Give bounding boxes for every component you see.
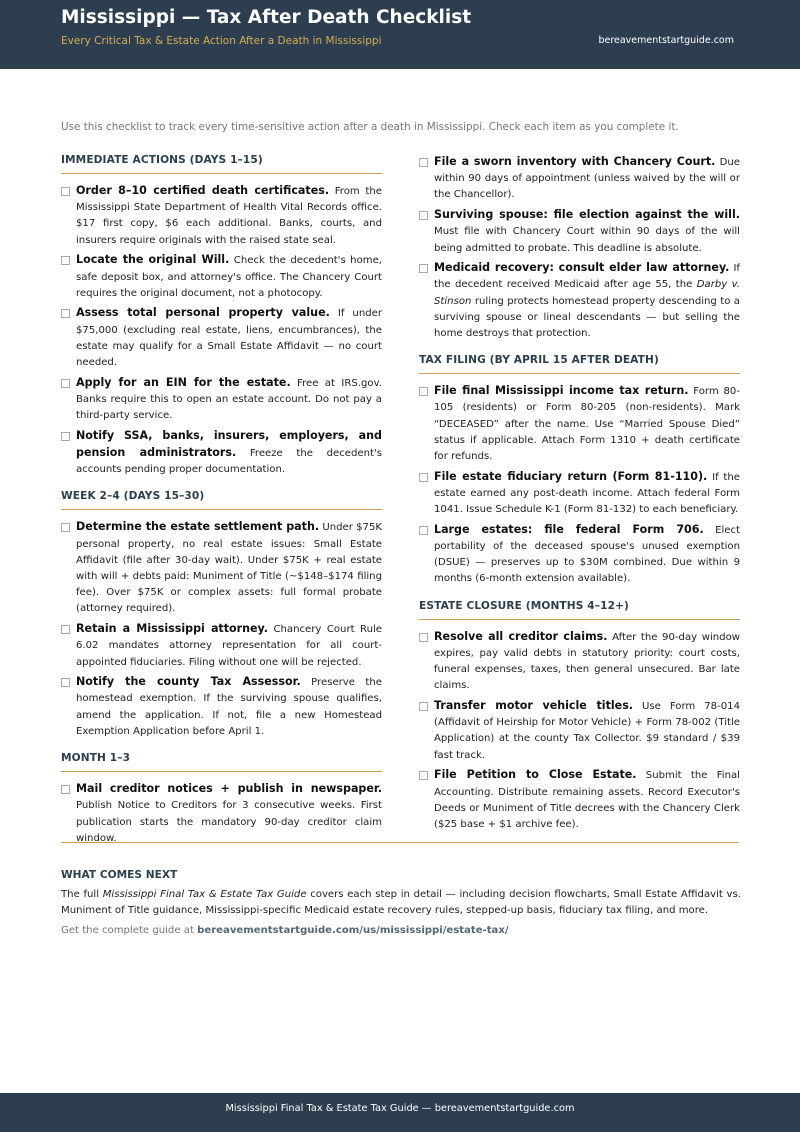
item-lead: File estate fiduciary return (Form 81-110). [434,469,708,483]
checkbox[interactable] [419,633,428,642]
item-lead: Notify the county Tax Assessor. [76,675,301,689]
item-text: After the 90-day window expires, pay valid debts in statutory priority: court costs, funeral expenses, taxes, then general unsecured. Bar late claims. [434,631,740,692]
section-heading: ESTATE CLOSURE (MONTHS 4–12+) [419,600,740,620]
item-lead: Assess total personal property value. [76,306,330,320]
page-title: Mississippi — Tax After Death Checklist [61,7,472,28]
checkbox[interactable] [61,678,70,687]
item-text: Free at IRS.gov. Banks require this to open an estate account. Do not pay a third-party service. [76,377,382,422]
checklist-item [61,305,382,371]
checkbox[interactable] [61,187,70,196]
item-text: Due within 90 days of appointment (unless waived by the will or the Chancellor). [434,157,740,201]
right-column [419,154,740,845]
item-lead: Determine the estate settlement path. [76,520,320,534]
section-heading: WEEK 2–4 (DAYS 15–30) [61,490,382,510]
guide-link[interactable]: bereavementstartguide.com/us/mississippi/estate-tax/ [197,925,509,936]
checklist-item [61,183,382,249]
checklist-item [419,207,740,257]
guide-title: Mississippi Final Tax & Estate Tax Guide [102,889,307,900]
checkbox[interactable] [419,264,428,273]
next-body-text-continued: covers each step in detail — including decision flowcharts, Small Estate Affidavit vs. Muniment of Title guidance, Mississippi-specific Medicaid estate recovery rules, stepped-up basis, fiduciary tax filing, and more. [61,889,741,917]
checkbox[interactable] [61,379,70,388]
item-text: From the Mississippi State Department of Health Vital Records office. $17 first copy, $6 each additional. Banks, courts, and insurers require originals with the raised state seal. [76,186,382,246]
checklist-item [419,522,740,588]
item-text: Submit the Final Accounting. Distribute remaining assets. Record Executor's Deeds or Muniment of Title decrees with the Chancery Clerk ($25 base + $1 archive fee). [434,770,740,830]
section-week-2-4 [61,490,382,740]
item-lead: Surviving spouse: file election against the will. [434,208,740,222]
checkbox[interactable] [61,625,70,634]
checkbox[interactable] [61,309,70,318]
item-text: Must file with Chancery Court within 90 days of the will being admitted to probate. This deadline is absolute. [434,226,740,254]
item-text: Preserve the homestead exemption. If the surviving spouse qualifies, amend the application. If not, file a new Homestead Exemption Application before April 1. [76,677,382,737]
item-text: If the decedent received Medicaid after age 55, the [434,263,740,291]
guide-link-prefix: Get the complete guide at [61,925,194,936]
checkbox[interactable] [419,211,428,220]
item-lead: File final Mississippi income tax return. [434,384,689,398]
item-lead: Large estates: file federal Form 706. [434,522,704,536]
checkbox[interactable] [61,432,70,441]
checklist-item [419,154,740,204]
checklist-item [61,519,382,617]
item-text: Under $75K personal property, no real estate issues: Small Estate Affidavit (file after 30-day wait). Under $75K + real estate with will + debts paid: Muniment of Title (~$148–$174 filing fee). Over $75K or complex assets: full formal probate (attorney required). [76,522,382,615]
checklist-item [61,375,382,425]
section-immediate-actions [61,154,382,478]
section-heading: IMMEDIATE ACTIONS (DAYS 1–15) [61,154,382,174]
section-month-1-3 [61,752,382,847]
item-lead: Order 8–10 certified death certificates. [76,184,330,197]
footer-text: Mississippi Final Tax & Estate Tax Guide — bereavementstartguide.com [225,1103,575,1114]
item-text: Publish Notice to Creditors for 3 consecutive weeks. First publication starts the mandatory 90-day creditor claim window. [76,800,382,844]
page-footer [0,1093,800,1132]
item-text-continued: ruling protects homestead property descending to a surviving spouse or lineal descendants — but selling the home destroys that protection. [434,295,740,340]
section-heading: TAX FILING (BY APRIL 15 AFTER DEATH) [419,354,740,374]
guide-link-line [61,925,509,936]
checklist-item [419,629,740,695]
checklist-item [419,383,740,465]
page-header [0,0,800,69]
checkbox[interactable] [419,473,428,482]
checklist-item [419,767,740,833]
item-lead: Apply for an EIN for the estate. [76,375,291,389]
item-lead: Medicaid recovery: consult elder law attorney. [434,261,730,275]
item-text: Chancery Court Rule 6.02 mandates attorney representation for all court-appointed fiduciaries. Filing without one will be rejected. [76,624,382,668]
what-comes-next-body [61,887,741,919]
checkbox[interactable] [419,771,428,780]
next-body-text: The full [61,889,100,900]
checklist-item [61,621,382,671]
checklist-item [419,698,740,764]
checklist-item [61,781,382,847]
item-text: Form 80-105 (residents) or Form 80-205 (non-residents). Mark “DECEASED” after the name. Use “Married Spouse Died” status if applicable. Attach Form 1310 + death certificate for refunds. [434,386,740,463]
item-lead: Notify SSA, banks, insurers, employers, and pension administrators. [76,428,382,460]
page-subtitle: Every Critical Tax & Estate Action After a Death in Mississippi [61,35,382,47]
section-heading: MONTH 1–3 [61,752,382,772]
checkbox[interactable] [61,785,70,794]
checklist-item [419,469,740,519]
left-column [61,154,382,859]
intro-text: Use this checklist to track every time-sensitive action after a death in Mississippi. Check each item as you complete it. [61,121,679,133]
header-site-link[interactable]: bereavementstartguide.com [598,35,734,46]
item-lead: Mail creditor notices + publish in newspaper. [76,782,382,796]
case-name: Darby v. Stinson [434,279,740,307]
item-lead: Transfer motor vehicle titles. [434,698,634,712]
item-lead: File a sworn inventory with Chancery Court. [434,155,716,168]
item-lead: Locate the original Will. [76,253,230,267]
item-text: Use Form 78-014 (Affidavit of Heirship for Motor Vehicle) + Form 78-002 (Title Application) at the county Tax Collector. $9 standard / $39 fast track. [434,700,740,761]
checkbox[interactable] [419,387,428,396]
checkbox[interactable] [61,256,70,265]
item-lead: File Petition to Close Estate. [434,768,637,782]
section-estate-closure [419,600,740,833]
item-text: If under $75,000 (excluding real estate, liens, encumbrances), the estate may qualify for a Small Estate Affidavit — no court needed. [76,308,382,369]
section-month-1-3-continued [419,154,740,342]
item-lead: Retain a Mississippi attorney. [76,622,268,636]
checklist-item [61,428,382,479]
item-text: Freeze the decedent's accounts pending proper documentation. [76,448,383,476]
checkbox[interactable] [419,702,428,711]
checkbox[interactable] [61,523,70,532]
item-text: Check the decedent's home, safe deposit box, and attorney's office. The Chancery Court requires the original document, not a photocopy. [76,255,382,299]
section-tax-filing [419,354,740,587]
checklist-item [419,260,740,342]
what-comes-next-heading: WHAT COMES NEXT [61,869,178,881]
item-text: Elect portability of the deceased spouse's unused exemption (DSUE) — preserves up to $30M combined. Due within 9 months (6-month extension available). [434,524,740,585]
checkbox[interactable] [419,526,428,535]
checkbox[interactable] [419,158,428,167]
checklist-item [61,674,382,740]
section-divider [61,842,739,843]
item-lead: Resolve all creditor claims. [434,629,608,643]
checklist-item [61,252,382,302]
item-text: If the estate earned any post-death income. Attach federal Form 1041. Issue Schedule K-1 (Form 81-132) to each beneficiary. [434,471,740,516]
